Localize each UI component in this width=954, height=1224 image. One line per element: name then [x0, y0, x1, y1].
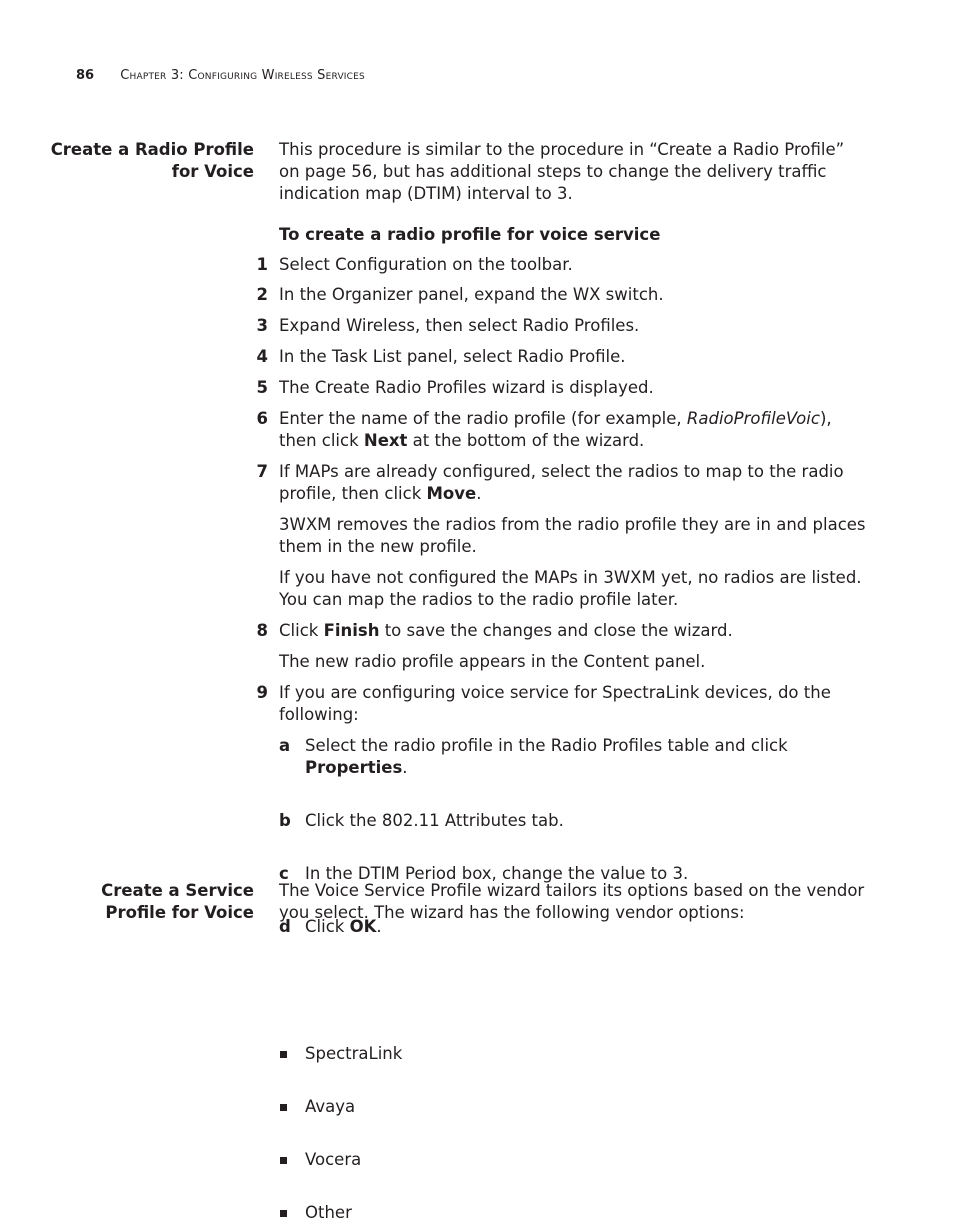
- step: [256, 346, 869, 368]
- note-text: If you have not configured the MAPs in 3WXM yet, no radios are listed. You can map the radios to the radio profile later.: [279, 568, 862, 609]
- intro-paragraph: This procedure is similar to the procedure in “Create a Radio Profile” on page 56, but has additional steps to change the delivery traffic indication map (DTIM) interval to 3.: [279, 140, 845, 203]
- step-number: 8: [256, 621, 268, 640]
- section-body-service-profile: [279, 880, 869, 924]
- step-text: If MAPs are already configured, select the radios to map to the radio profile, then click Move.: [279, 462, 844, 503]
- step-text: The Create Radio Profiles wizard is displayed.: [279, 378, 654, 397]
- step-text: If you are configuring voice service for SpectraLink devices, do the following:: [279, 683, 831, 724]
- intro-paragraph: The Voice Service Profile wizard tailors its options based on the vendor you select. The wizard has the following vendor options:: [279, 881, 865, 922]
- step-note: [279, 514, 869, 558]
- step: [256, 315, 869, 337]
- step: [256, 682, 869, 726]
- section-heading-radio-profile: [44, 139, 254, 183]
- chapter-title: Chapter 3: Configuring Wireless Services: [120, 68, 365, 83]
- substep-text: Click the 802.11 Attributes tab.: [305, 811, 564, 830]
- step: [256, 254, 869, 276]
- substep: [279, 735, 895, 779]
- list-item: [279, 1096, 895, 1118]
- step-number: 2: [256, 285, 268, 304]
- vendor-option: SpectraLink: [305, 1044, 403, 1063]
- bullet-icon: [280, 1157, 287, 1164]
- heading-line: Create a Service: [101, 881, 254, 900]
- step-text: In the Organizer panel, expand the WX switch.: [279, 285, 664, 304]
- step-text: Select Configuration on the toolbar.: [279, 255, 573, 274]
- substep-letter: b: [279, 811, 291, 830]
- step-note: [279, 651, 869, 673]
- step: [256, 408, 869, 452]
- substep-text: In the DTIM Period box, change the value to 3.: [305, 864, 689, 883]
- list-item: [279, 1043, 895, 1065]
- procedure-title-text: To create a radio profile for voice service: [279, 225, 661, 244]
- bullet-icon: [280, 1210, 287, 1217]
- substep-letter: a: [279, 736, 291, 755]
- step: [256, 377, 869, 399]
- step-number: 1: [256, 255, 268, 274]
- page-number: 86: [76, 68, 95, 83]
- step-number: 7: [256, 462, 268, 481]
- step-text: Click Finish to save the changes and close the wizard.: [279, 621, 733, 640]
- substep-text: Click OK.: [305, 917, 382, 936]
- list-item: [279, 1202, 895, 1224]
- note-text: 3WXM removes the radios from the radio profile they are in and places them in the new profile.: [279, 515, 866, 556]
- section-heading-service-profile: [44, 880, 254, 924]
- vendor-option: Other: [305, 1203, 352, 1222]
- substep: [279, 810, 895, 832]
- step-text: Expand Wireless, then select Radio Profiles.: [279, 316, 640, 335]
- heading-line: for Voice: [171, 162, 254, 181]
- step: [256, 461, 869, 505]
- step-number: 9: [256, 683, 268, 702]
- section-body-radio-profile: [279, 139, 869, 205]
- step-number: 4: [256, 347, 268, 366]
- step-text: Enter the name of the radio profile (for example, RadioProfileVoic), then click Next at the bottom of the wizard.: [279, 409, 832, 450]
- vendor-option: Vocera: [305, 1150, 362, 1169]
- procedure-title: [279, 224, 869, 246]
- list-item: [279, 1149, 895, 1171]
- step-text: In the Task List panel, select Radio Profile.: [279, 347, 626, 366]
- step: [256, 284, 869, 306]
- step-number: 6: [256, 409, 268, 428]
- bullet-icon: [280, 1051, 287, 1058]
- step-number: 5: [256, 378, 268, 397]
- heading-line: Profile for Voice: [105, 903, 254, 922]
- bullet-icon: [280, 1104, 287, 1111]
- substep-letter: d: [279, 917, 291, 936]
- note-text: The new radio profile appears in the Content panel.: [279, 652, 706, 671]
- step-number: 3: [256, 316, 268, 335]
- vendor-option: Avaya: [305, 1097, 356, 1116]
- heading-line: Create a Radio Profile: [50, 140, 254, 159]
- step-note: [279, 567, 869, 611]
- step: [256, 620, 869, 642]
- running-header: [76, 68, 365, 84]
- substep-text: Select the radio profile in the Radio Profiles table and click Properties.: [305, 736, 788, 777]
- substep-letter: c: [279, 864, 289, 883]
